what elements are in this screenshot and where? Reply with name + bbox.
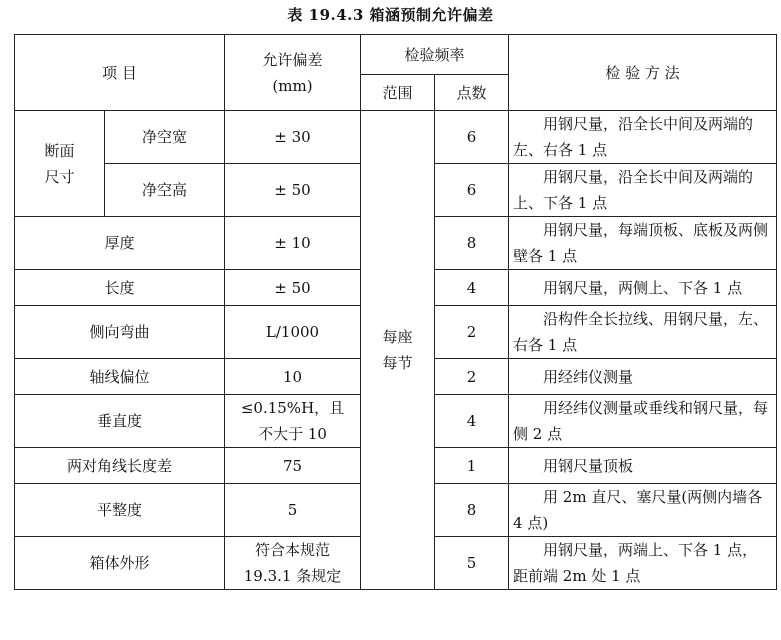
tolerance-line2: 19.3.1 条规定 [243,567,342,585]
points-cell: 4 [435,270,509,306]
method-cell: 用钢尺量，两侧上、下各 1 点 [509,270,777,306]
item-cell: 垂直度 [15,395,225,448]
header-row [15,35,777,75]
points-cell: 6 [435,164,509,217]
item-cell: 净空高 [105,164,225,217]
method-cell: 用钢尺量，两端上、下各 1 点，距前端 2m 处 1 点 [509,537,777,590]
header-frequency: 检验频率 [361,35,509,75]
item-cell: 箱体外形 [15,537,225,590]
method-cell: 用钢尺量顶板 [509,448,777,484]
header-tolerance-unit: (mm) [272,76,313,95]
item-cell: 平整度 [15,484,225,537]
tolerance-cell: L/1000 [225,306,361,359]
tolerance-cell: ± 10 [225,217,361,270]
header-item: 项 目 [15,35,225,111]
points-cell: 5 [435,537,509,590]
method-cell: 用经纬仪测量或垂线和钢尺量，每侧 2 点 [509,395,777,448]
tolerance-line1: 符合本规范 [254,541,330,559]
group-label [15,111,105,217]
table-row [15,111,777,164]
points-cell: 2 [435,306,509,359]
header-scope: 范围 [361,75,435,111]
scope-line2: 每节 [382,354,413,372]
tolerance-line1: ≤0.15%H，且 [240,399,345,417]
header-method: 检 验 方 法 [509,35,777,111]
item-cell: 侧向弯曲 [15,306,225,359]
header-points: 点数 [435,75,509,111]
scope-line1: 每座 [382,328,413,346]
points-cell: 8 [435,217,509,270]
points-cell: 1 [435,448,509,484]
tolerance-cell [225,395,361,448]
table-caption: 表 19.4.3 箱涵预制允许偏差 [287,6,494,24]
points-cell: 2 [435,359,509,395]
method-cell: 用钢尺量，沿全长中间及两端的左、右各 1 点 [509,111,777,164]
group-label-line1: 断面 [44,141,75,160]
method-cell: 用经纬仪测量 [509,359,777,395]
method-cell: 用钢尺量，沿全长中间及两端的上、下各 1 点 [509,164,777,217]
tolerance-cell: 75 [225,448,361,484]
item-cell: 两对角线长度差 [15,448,225,484]
tolerance-cell: 5 [225,484,361,537]
tolerance-cell: 10 [225,359,361,395]
tolerance-table [14,34,777,590]
tolerance-line2: 不大于 10 [258,425,327,443]
tolerance-cell: ± 30 [225,111,361,164]
item-cell: 厚度 [15,217,225,270]
header-tolerance-label: 允许偏差 [262,50,323,69]
tolerance-cell: ± 50 [225,270,361,306]
method-cell: 用 2m 直尺、塞尺量(两侧内墙各 4 点) [509,484,777,537]
item-cell: 长度 [15,270,225,306]
item-cell: 轴线偏位 [15,359,225,395]
group-label-line2: 尺寸 [44,167,75,186]
method-cell: 用钢尺量，每端顶板、底板及两侧壁各 1 点 [509,217,777,270]
item-cell: 净空宽 [105,111,225,164]
method-cell: 沿构件全长拉线、用钢尺量，左、右各 1 点 [509,306,777,359]
points-cell: 4 [435,395,509,448]
tolerance-cell: ± 50 [225,164,361,217]
tolerance-cell [225,537,361,590]
points-cell: 8 [435,484,509,537]
scope-merged-cell [361,111,435,590]
header-tolerance [225,35,361,111]
points-cell: 6 [435,111,509,164]
